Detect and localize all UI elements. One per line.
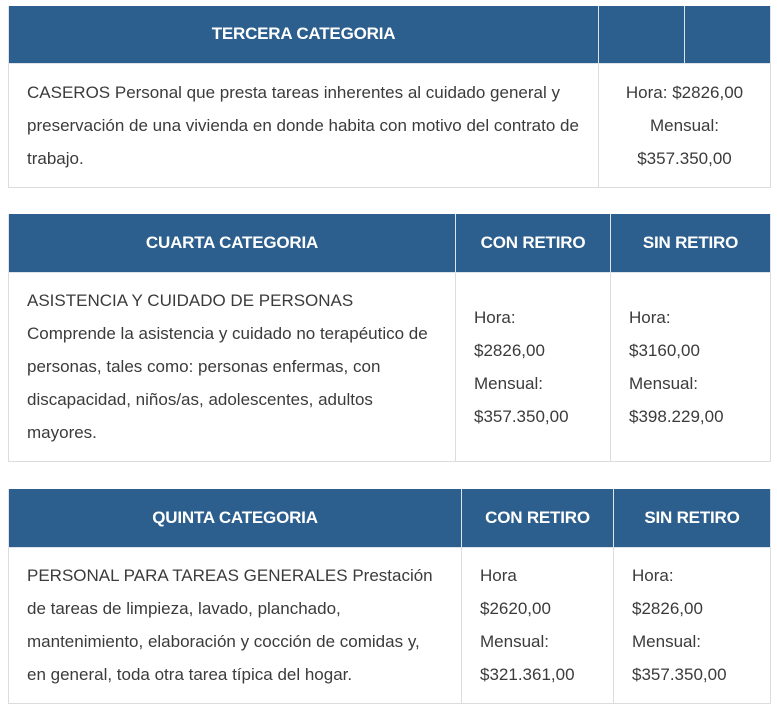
mensual-label: Mensual: (632, 632, 701, 651)
hora-value: $2620,00 (480, 599, 551, 618)
category-header: QUINTA CATEGORIA (9, 489, 462, 547)
table-row (9, 63, 771, 187)
empty-header-col2 (685, 6, 771, 63)
tercera-categoria-table (8, 6, 771, 188)
mensual-label: Mensual: (474, 373, 543, 393)
mensual-value: $398.229,00 (629, 406, 724, 426)
hora-value: $2826,00 (474, 340, 545, 360)
category-header: CUARTA CATEGORIA (9, 214, 456, 272)
hora-label: Hora: (474, 307, 516, 327)
mensual-label: Mensual: (480, 632, 549, 651)
con-retiro-cell (462, 547, 614, 703)
table-header-row (9, 489, 771, 547)
table-header-row (9, 6, 771, 63)
description-title: ASISTENCIA Y CUIDADO DE PERSONAS (27, 291, 354, 310)
category-description (9, 547, 462, 703)
description-text: Comprende la asistencia y cuidado no terapéutico de personas, tales como: personas enfermas, con discapacidad, niños/as, adolescentes, adultos mayores. (27, 324, 428, 442)
con-retiro-header: CON RETIRO (456, 214, 611, 272)
con-retiro-header: CON RETIRO (462, 489, 614, 547)
hora-value: $3160,00 (629, 340, 700, 360)
description-text: CASEROS Personal que presta tareas inherentes al cuidado general y preservación de una vivienda en donde habita con motivo del contrato de trabajo. (27, 82, 579, 168)
hora-value: $2826,00 (632, 599, 703, 618)
empty-header-col1 (599, 6, 685, 63)
table-row (9, 272, 771, 461)
hora-value: $2826,00 (672, 82, 744, 102)
hora-label: Hora: (625, 82, 668, 102)
category-description (9, 63, 599, 187)
table-header-row (9, 214, 771, 272)
sin-retiro-header: SIN RETIRO (611, 214, 771, 272)
price-cell (599, 63, 771, 187)
mensual-value: $321.361,00 (480, 665, 575, 684)
hora-line (607, 76, 762, 109)
mensual-label: Mensual: (650, 115, 719, 135)
category-description (9, 272, 456, 461)
sin-retiro-cell (614, 547, 771, 703)
hora-label: Hora: (629, 307, 671, 327)
table-row (9, 547, 771, 703)
mensual-value: $357.350,00 (637, 148, 732, 168)
mensual-value: $357.350,00 (632, 665, 727, 684)
description-text: PERSONAL PARA TAREAS GENERALES Prestación de tareas de limpieza, lavado, planchado, mantenimiento, elaboración y cocción de comidas y, en general, toda otra tarea típica del hogar. (27, 566, 433, 684)
cuarta-categoria-table (8, 214, 771, 462)
sin-retiro-header: SIN RETIRO (614, 489, 771, 547)
quinta-categoria-table (8, 489, 771, 704)
con-retiro-cell (456, 272, 611, 461)
mensual-value: $357.350,00 (474, 406, 569, 426)
sin-retiro-cell (611, 272, 771, 461)
hora-label: Hora: (632, 566, 674, 585)
category-header: TERCERA CATEGORIA (9, 6, 599, 63)
mensual-label: Mensual: (629, 373, 698, 393)
hora-label: Hora (480, 566, 517, 585)
